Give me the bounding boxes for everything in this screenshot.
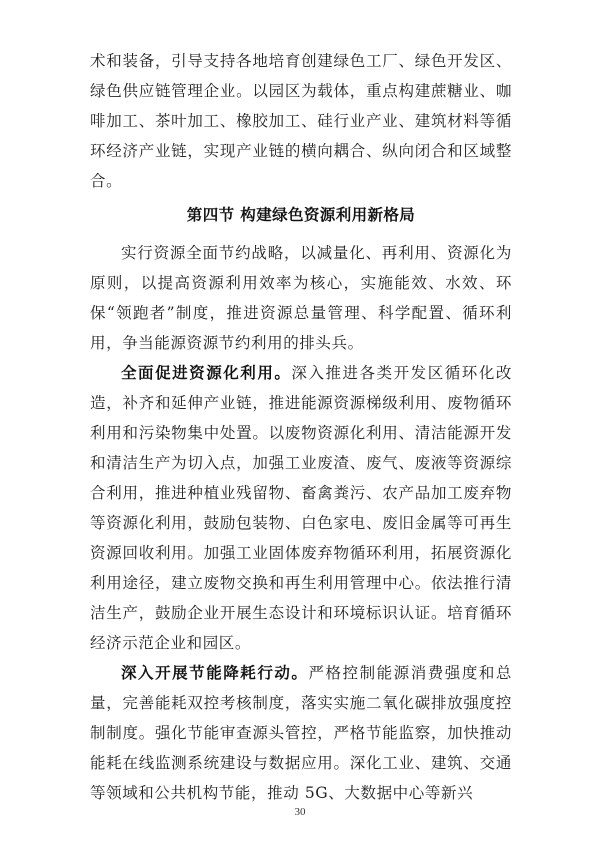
page-number: 30 xyxy=(294,806,306,818)
intro-paragraph: 术和装备，引导支持各地培育创建绿色工厂、绿色开发区、绿色供应链管理企业。以园区为载体，重点构建蔗糖业、咖啡加工、茶叶加工、橡胶加工、硅行业产业、建筑材料等循环经济产业链，实现产业链的横向耦合、纵向闭合和区域整合。 xyxy=(90,52,512,190)
paragraph-resource-strategy: 实行资源全面节约战略，以减量化、再利用、资源化为原则，以提高资源利用效率为核心，实施能效、水效、环保“领跑者”制度，推进资源总量管理、科学配置、循环利用，争当能源资源节约利用的排头兵。 xyxy=(90,244,512,352)
paragraph-body-energy-saving: 严格控制能源消费强度和总量，完善能耗双控考核制度，落实实施二氧化碳排放强度控制制度。强化节能审查源头管控，严格节能监察，加快推动能耗在线监测系统建设与数据应用。深化工业、建筑、交通等领域和公共机构节能，推动 5G、大数据中心等新兴 xyxy=(90,664,512,802)
section-heading: 第四节 构建绿色资源利用新格局 xyxy=(186,206,416,224)
paragraph-resource-utilization xyxy=(90,358,512,658)
paragraph-lead-resource-utilization: 全面促进资源化利用。 xyxy=(121,364,292,382)
body-text xyxy=(90,46,512,808)
paragraph-energy-saving xyxy=(90,658,512,808)
paragraph-lead-energy-saving: 深入开展节能降耗行动。 xyxy=(121,664,309,682)
paragraph-body-resource-utilization: 深入推进各类开发区循环化改造，补齐和延伸产业链，推进能源资源梯级利用、废物循环利用和污染物集中处置。以废物资源化利用、清洁能源开发和清洁生产为切入点，加强工业废渣、废气、废液等资源综合利用，推进种植业残留物、畜禽粪污、农产品加工废弃物等资源化利用，鼓励包装物、白色家电、废旧金属等可再生资源回收利用。加强工业固体废弃物循环利用，拓展资源化利用途径，建立废物交换和再生利用管理中心。依法推行清洁生产，鼓励企业开展生态设计和环境标识认证。培育循环经济示范企业和园区。 xyxy=(90,364,512,652)
